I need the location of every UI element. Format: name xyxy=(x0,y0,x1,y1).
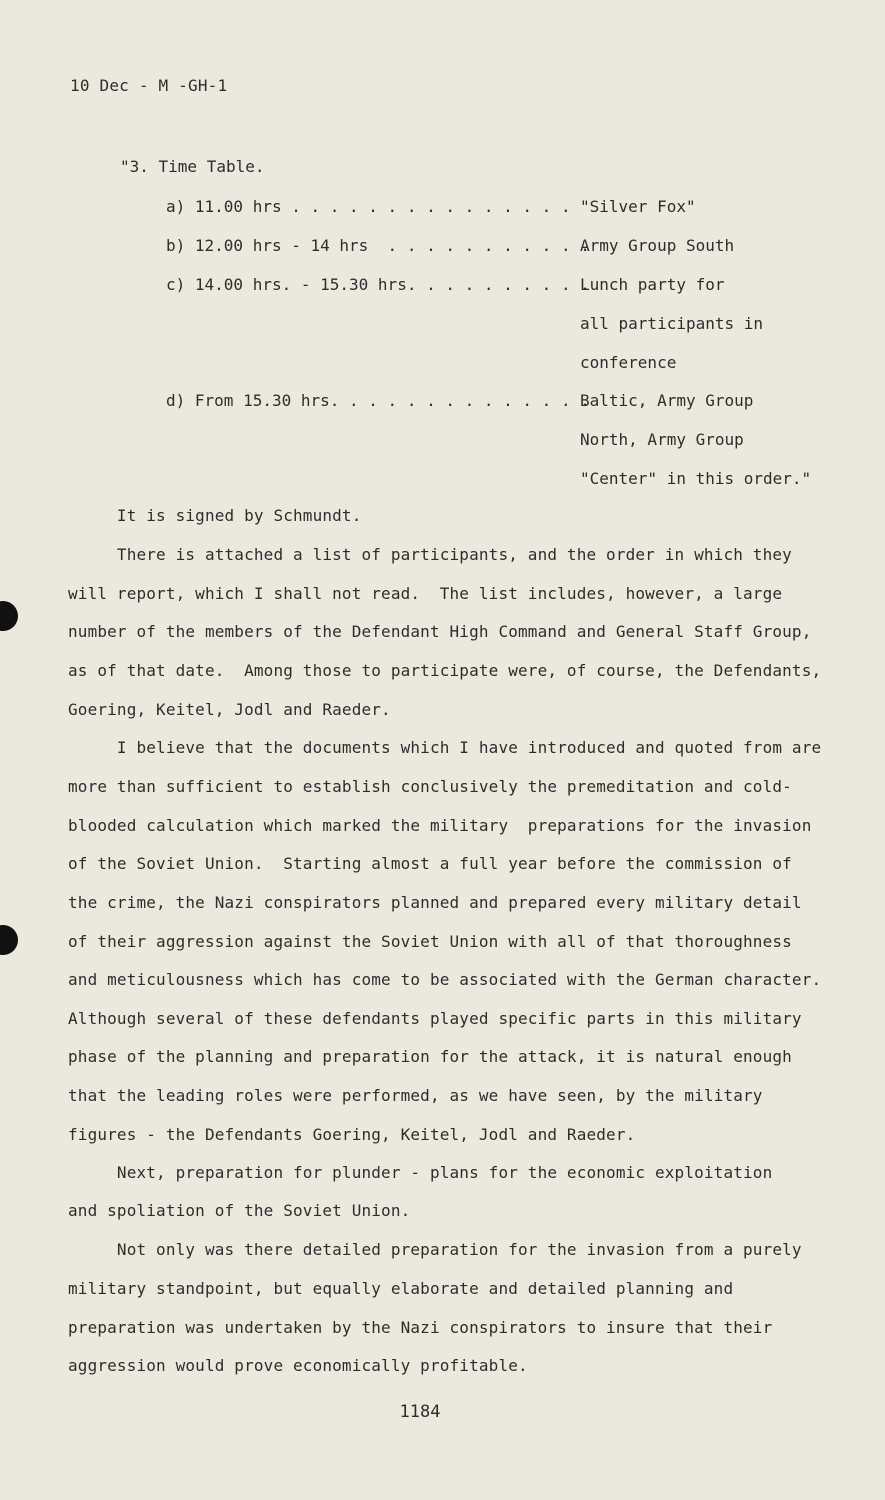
timetable-entry-time: c) 14.00 hrs. - 15.30 hrs. . . . . . . . . . xyxy=(166,275,590,294)
body-line: as of that date. Among those to participate were, of course, the Defendants, xyxy=(68,661,822,680)
timetable-entry-time: a) 11.00 hrs . . . . . . . . . . . . . . . xyxy=(166,197,571,216)
timetable-heading: "3. Time Table. xyxy=(120,157,265,176)
timetable-entry-event: conference xyxy=(580,353,677,372)
body-line: Although several of these defendants played specific parts in this military xyxy=(68,1009,802,1028)
timetable-entry-event: "Center" in this order." xyxy=(580,469,812,488)
body-line: Next, preparation for plunder - plans for the economic exploitation xyxy=(68,1163,773,1182)
document-reference: 10 Dec - M -GH-1 xyxy=(70,76,228,95)
body-line: It is signed by Schmundt. xyxy=(68,506,362,525)
timetable-entry-time: b) 12.00 hrs - 14 hrs . . . . . . . . . . . xyxy=(166,236,590,255)
body-line: There is attached a list of participants, and the order in which they xyxy=(68,545,792,564)
body-line: I believe that the documents which I have introduced and quoted from are xyxy=(68,738,822,757)
timetable-entry-event: North, Army Group xyxy=(580,430,744,449)
timetable-entry-time: d) From 15.30 hrs. . . . . . . . . . . . . . xyxy=(166,391,590,410)
body-line: of the Soviet Union. Starting almost a full year before the commission of xyxy=(68,854,792,873)
body-line: will report, which I shall not read. The list includes, however, a large xyxy=(68,584,783,603)
body-line: figures - the Defendants Goering, Keitel, Jodl and Raeder. xyxy=(68,1125,636,1144)
timetable-entry-event: "Silver Fox" xyxy=(580,197,696,216)
body-line: blooded calculation which marked the military preparations for the invasion xyxy=(68,816,812,835)
body-line: the crime, the Nazi conspirators planned and prepared every military detail xyxy=(68,893,802,912)
timetable-entry-event: Lunch party for xyxy=(580,275,725,294)
body-line: Not only was there detailed preparation for the invasion from a purely xyxy=(68,1240,802,1259)
body-line: Goering, Keitel, Jodl and Raeder. xyxy=(68,700,391,719)
body-line: aggression would prove economically profitable. xyxy=(68,1356,528,1375)
timetable-entry-event: Army Group South xyxy=(580,236,735,255)
body-line: that the leading roles were performed, as we have seen, by the military xyxy=(68,1086,763,1105)
body-line: and spoliation of the Soviet Union. xyxy=(68,1201,411,1220)
timetable-entry-event: Baltic, Army Group xyxy=(580,391,754,410)
body-line: and meticulousness which has come to be associated with the German character. xyxy=(68,970,822,989)
timetable-entry-event: all participants in xyxy=(580,314,764,333)
body-line: phase of the planning and preparation for the attack, it is natural enough xyxy=(68,1047,792,1066)
punch-hole xyxy=(0,601,18,631)
punch-hole xyxy=(0,925,18,955)
body-line: more than sufficient to establish conclusively the premeditation and cold- xyxy=(68,777,792,796)
body-line: of their aggression against the Soviet Union with all of that thoroughness xyxy=(68,932,792,951)
body-line: number of the members of the Defendant High Command and General Staff Group, xyxy=(68,622,812,641)
body-line: military standpoint, but equally elaborate and detailed planning and xyxy=(68,1279,734,1298)
page-number: 1184 xyxy=(399,1402,441,1422)
body-line: preparation was undertaken by the Nazi conspirators to insure that their xyxy=(68,1318,773,1337)
